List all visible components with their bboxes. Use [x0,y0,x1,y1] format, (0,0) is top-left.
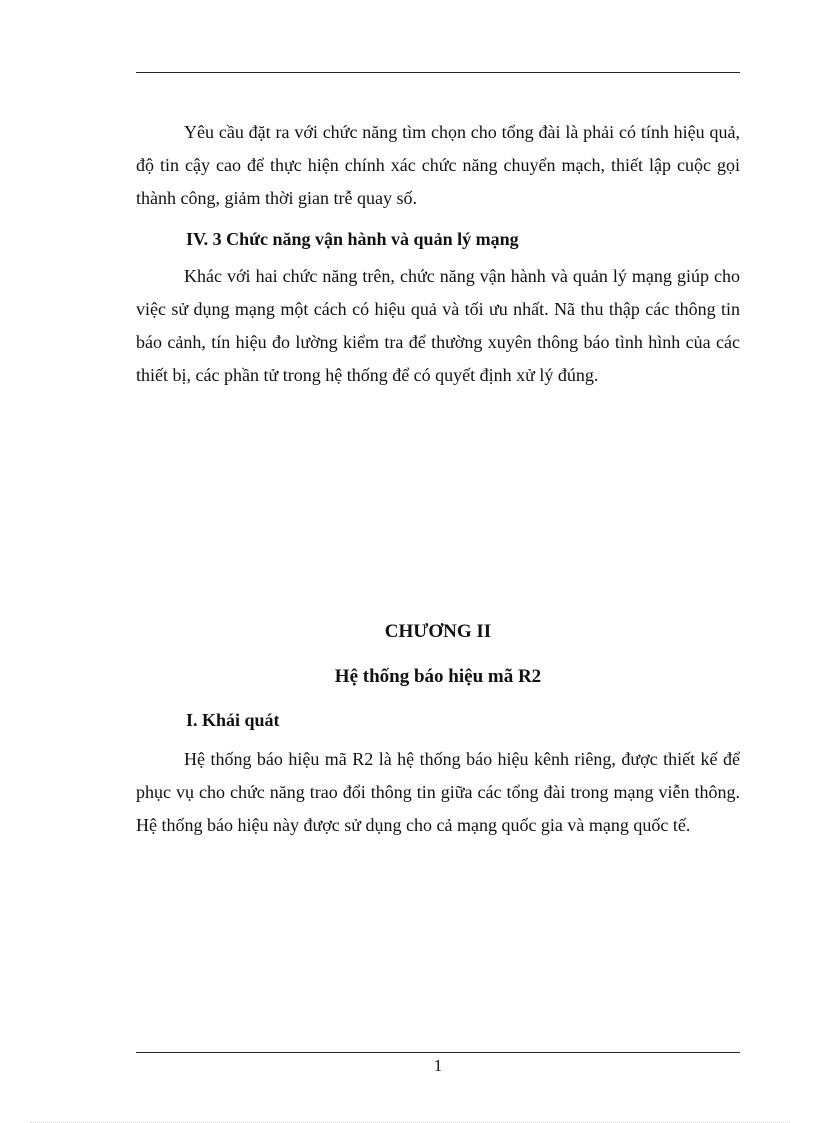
footer-rule [136,1052,740,1053]
section-heading-iv3: IV. 3 Chức năng vận hành và quản lý mạng [186,229,519,249]
section-heading-overview: I. Khái quát [186,710,280,730]
header-rule [136,72,740,73]
paragraph-search-requirements: Yêu cầu đặt ra với chức năng tìm chọn cho tổng đài là phải có tính hiệu quả, độ tin cậy cao để thực hiện chính xác chức năng chuyển mạch, thiết lập cuộc gọi thành công, giảm thời gian trễ quay số. [136,122,740,208]
paragraph-network-management: Khác với hai chức năng trên, chức năng vận hành và quản lý mạng giúp cho việc sử dụng mạng một cách có hiệu quả và tối ưu nhất. Nã thu thập các thông tin báo cảnh, tín hiệu đo lường kiểm tra để thường xuyên thông báo tình hình của các thiết bị, các phần tử trong hệ thống để có quyết định xử lý đúng. [136,266,740,385]
chapter-label: CHƯƠNG II [384,621,492,642]
chapter-title: Hệ thống báo hiệu mã R2 [334,666,542,687]
paragraph-r2-overview: Hệ thống báo hiệu mã R2 là hệ thống báo hiệu kênh riêng, được thiết kế để phục vụ cho chức năng trao đổi thông tin giữa các tổng đài trong mạng viễn thông. Hệ thống báo hiệu này được sử dụng cho cả mạng quốc gia và mạng quốc tế. [136,749,740,835]
page-number: 1 [433,1056,443,1075]
